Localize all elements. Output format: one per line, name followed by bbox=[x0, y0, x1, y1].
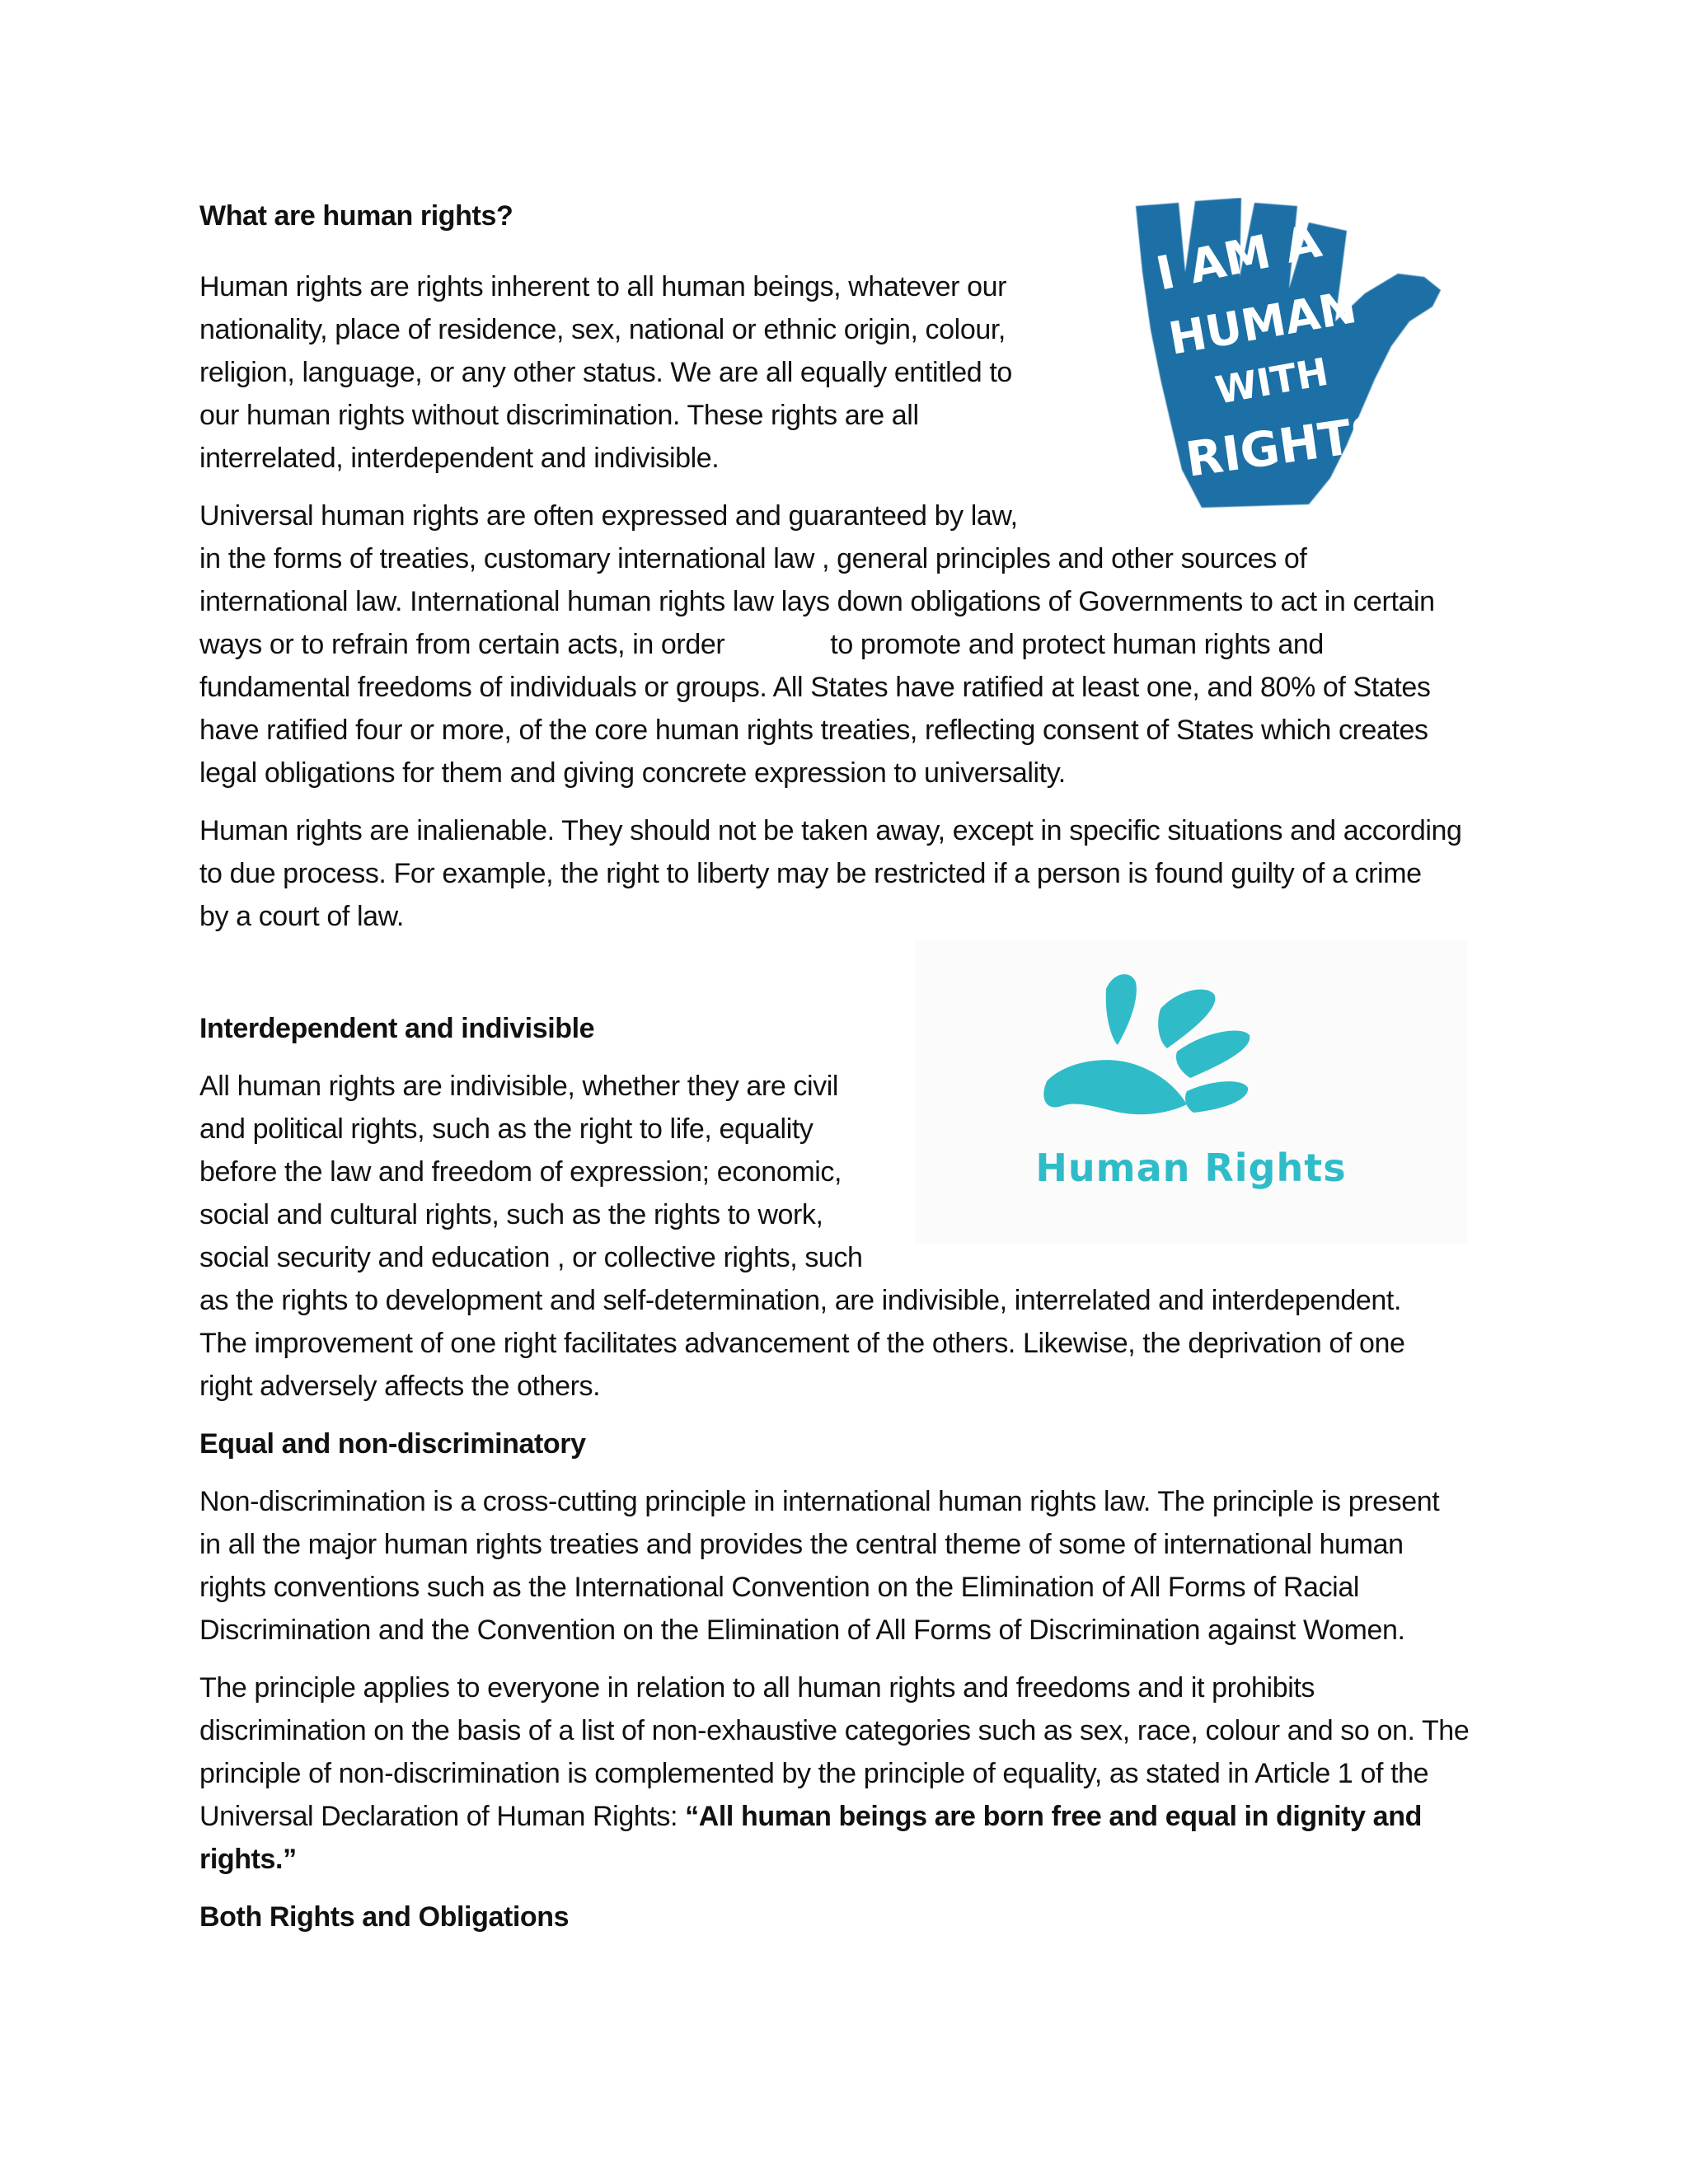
paragraph-line: discrimination on the basis of a list of non-exhaustive categories such as sex, race, colour and so on. The bbox=[199, 1715, 1470, 1746]
paragraph-line: nationality, place of residence, sex, national or ethnic origin, colour, bbox=[199, 314, 1006, 345]
quote-lead-in: Universal Declaration of Human Rights: bbox=[199, 1801, 686, 1832]
paragraph-line: social security and education , or collective rights, such bbox=[199, 1242, 863, 1273]
paragraph-line: religion, language, or any other status. We are all equally entitled to bbox=[199, 357, 1012, 388]
split-right: to promote and protect human rights and bbox=[830, 629, 1324, 660]
paragraph-line: in the forms of treaties, customary international law , general principles and other sources of bbox=[199, 543, 1307, 574]
paragraph-line: legal obligations for them and giving concrete expression to universality. bbox=[199, 757, 1066, 789]
hand-text-line: HUMAN bbox=[1165, 280, 1361, 365]
section-heading-what-are-human-rights: What are human rights? bbox=[199, 200, 513, 232]
paragraph-line: to due process. For example, the right to liberty may be restricted if a person is found guilty of a crime bbox=[199, 858, 1422, 889]
section-heading-rights-obligations: Both Rights and Obligations bbox=[199, 1901, 570, 1933]
hand-icon bbox=[1103, 198, 1465, 511]
paragraph-line: The principle applies to everyone in relation to all human rights and freedoms and it prohibits bbox=[199, 1672, 1315, 1704]
section-heading-interdependent: Interdependent and indivisible bbox=[199, 1013, 595, 1044]
paragraph-line: rights conventions such as the International Convention on the Elimination of All Forms of Racial bbox=[199, 1572, 1359, 1603]
bird-hand-logo-icon bbox=[915, 940, 1467, 1137]
paragraph-line: as the rights to development and self-determination, are indivisible, interrelated and interdependent. bbox=[199, 1285, 1402, 1316]
paragraph-line: principle of non-discrimination is complemented by the principle of equality, as stated in Article 1 of the bbox=[199, 1758, 1429, 1789]
logo-caption: Human Rights bbox=[1035, 1146, 1347, 1190]
split-left: ways or to refrain from certain acts, in order bbox=[199, 629, 725, 660]
paragraph-line: right adversely affects the others. bbox=[199, 1371, 601, 1402]
paragraph-line: and political rights, such as the right to life, equality bbox=[199, 1113, 814, 1145]
paragraph-line: Non-discrimination is a cross-cutting principle in international human rights law. The principle is present bbox=[199, 1486, 1440, 1517]
paragraph-line: before the law and freedom of expression; economic, bbox=[199, 1156, 842, 1188]
paragraph-line: in all the major human rights treaties and provides the central theme of some of international human bbox=[199, 1529, 1404, 1560]
paragraph-line: Human rights are inalienable. They should not be taken away, except in specific situations and according bbox=[199, 815, 1462, 846]
paragraph-line: The improvement of one right facilitates advancement of the others. Likewise, the deprivation of one bbox=[199, 1328, 1405, 1359]
paragraph-line: international law. International human rights law lays down obligations of Governments to act in certain bbox=[199, 586, 1435, 617]
paragraph-line: All human rights are indivisible, whether they are civil bbox=[199, 1071, 839, 1102]
paragraph-line: interrelated, interdependent and indivisible. bbox=[199, 443, 720, 474]
paragraph-line: by a court of law. bbox=[199, 901, 404, 932]
human-rights-hand-image bbox=[1103, 198, 1465, 511]
paragraph-line-quote bbox=[199, 1795, 1422, 1838]
hand-text-line: I AM A bbox=[1151, 214, 1326, 302]
hand-text-line: RIGHTS! bbox=[1182, 401, 1411, 488]
hand-text-line: WITH bbox=[1212, 349, 1332, 413]
paragraph-line: fundamental freedoms of individuals or groups. All States have ratified at least one, and 80% of States bbox=[199, 672, 1431, 703]
quote-text-end: rights.” bbox=[199, 1844, 297, 1875]
paragraph-line-split bbox=[199, 623, 1324, 666]
paragraph-line: Discrimination and the Convention on the Elimination of All Forms of Discrimination against Women. bbox=[199, 1615, 1405, 1646]
human-rights-logo-image bbox=[915, 940, 1467, 1244]
paragraph-line: have ratified four or more, of the core human rights treaties, reflecting consent of States which creates bbox=[199, 715, 1428, 746]
paragraph-line: Human rights are rights inherent to all human beings, whatever our bbox=[199, 271, 1007, 302]
section-heading-equal: Equal and non-discriminatory bbox=[199, 1428, 586, 1460]
quote-text: “All human beings are born free and equal in dignity and bbox=[685, 1801, 1422, 1832]
paragraph-line: our human rights without discrimination. These rights are all bbox=[199, 400, 919, 431]
paragraph-line: Universal human rights are often expressed and guaranteed by law, bbox=[199, 500, 1018, 532]
paragraph-line: social and cultural rights, such as the rights to work, bbox=[199, 1199, 823, 1230]
